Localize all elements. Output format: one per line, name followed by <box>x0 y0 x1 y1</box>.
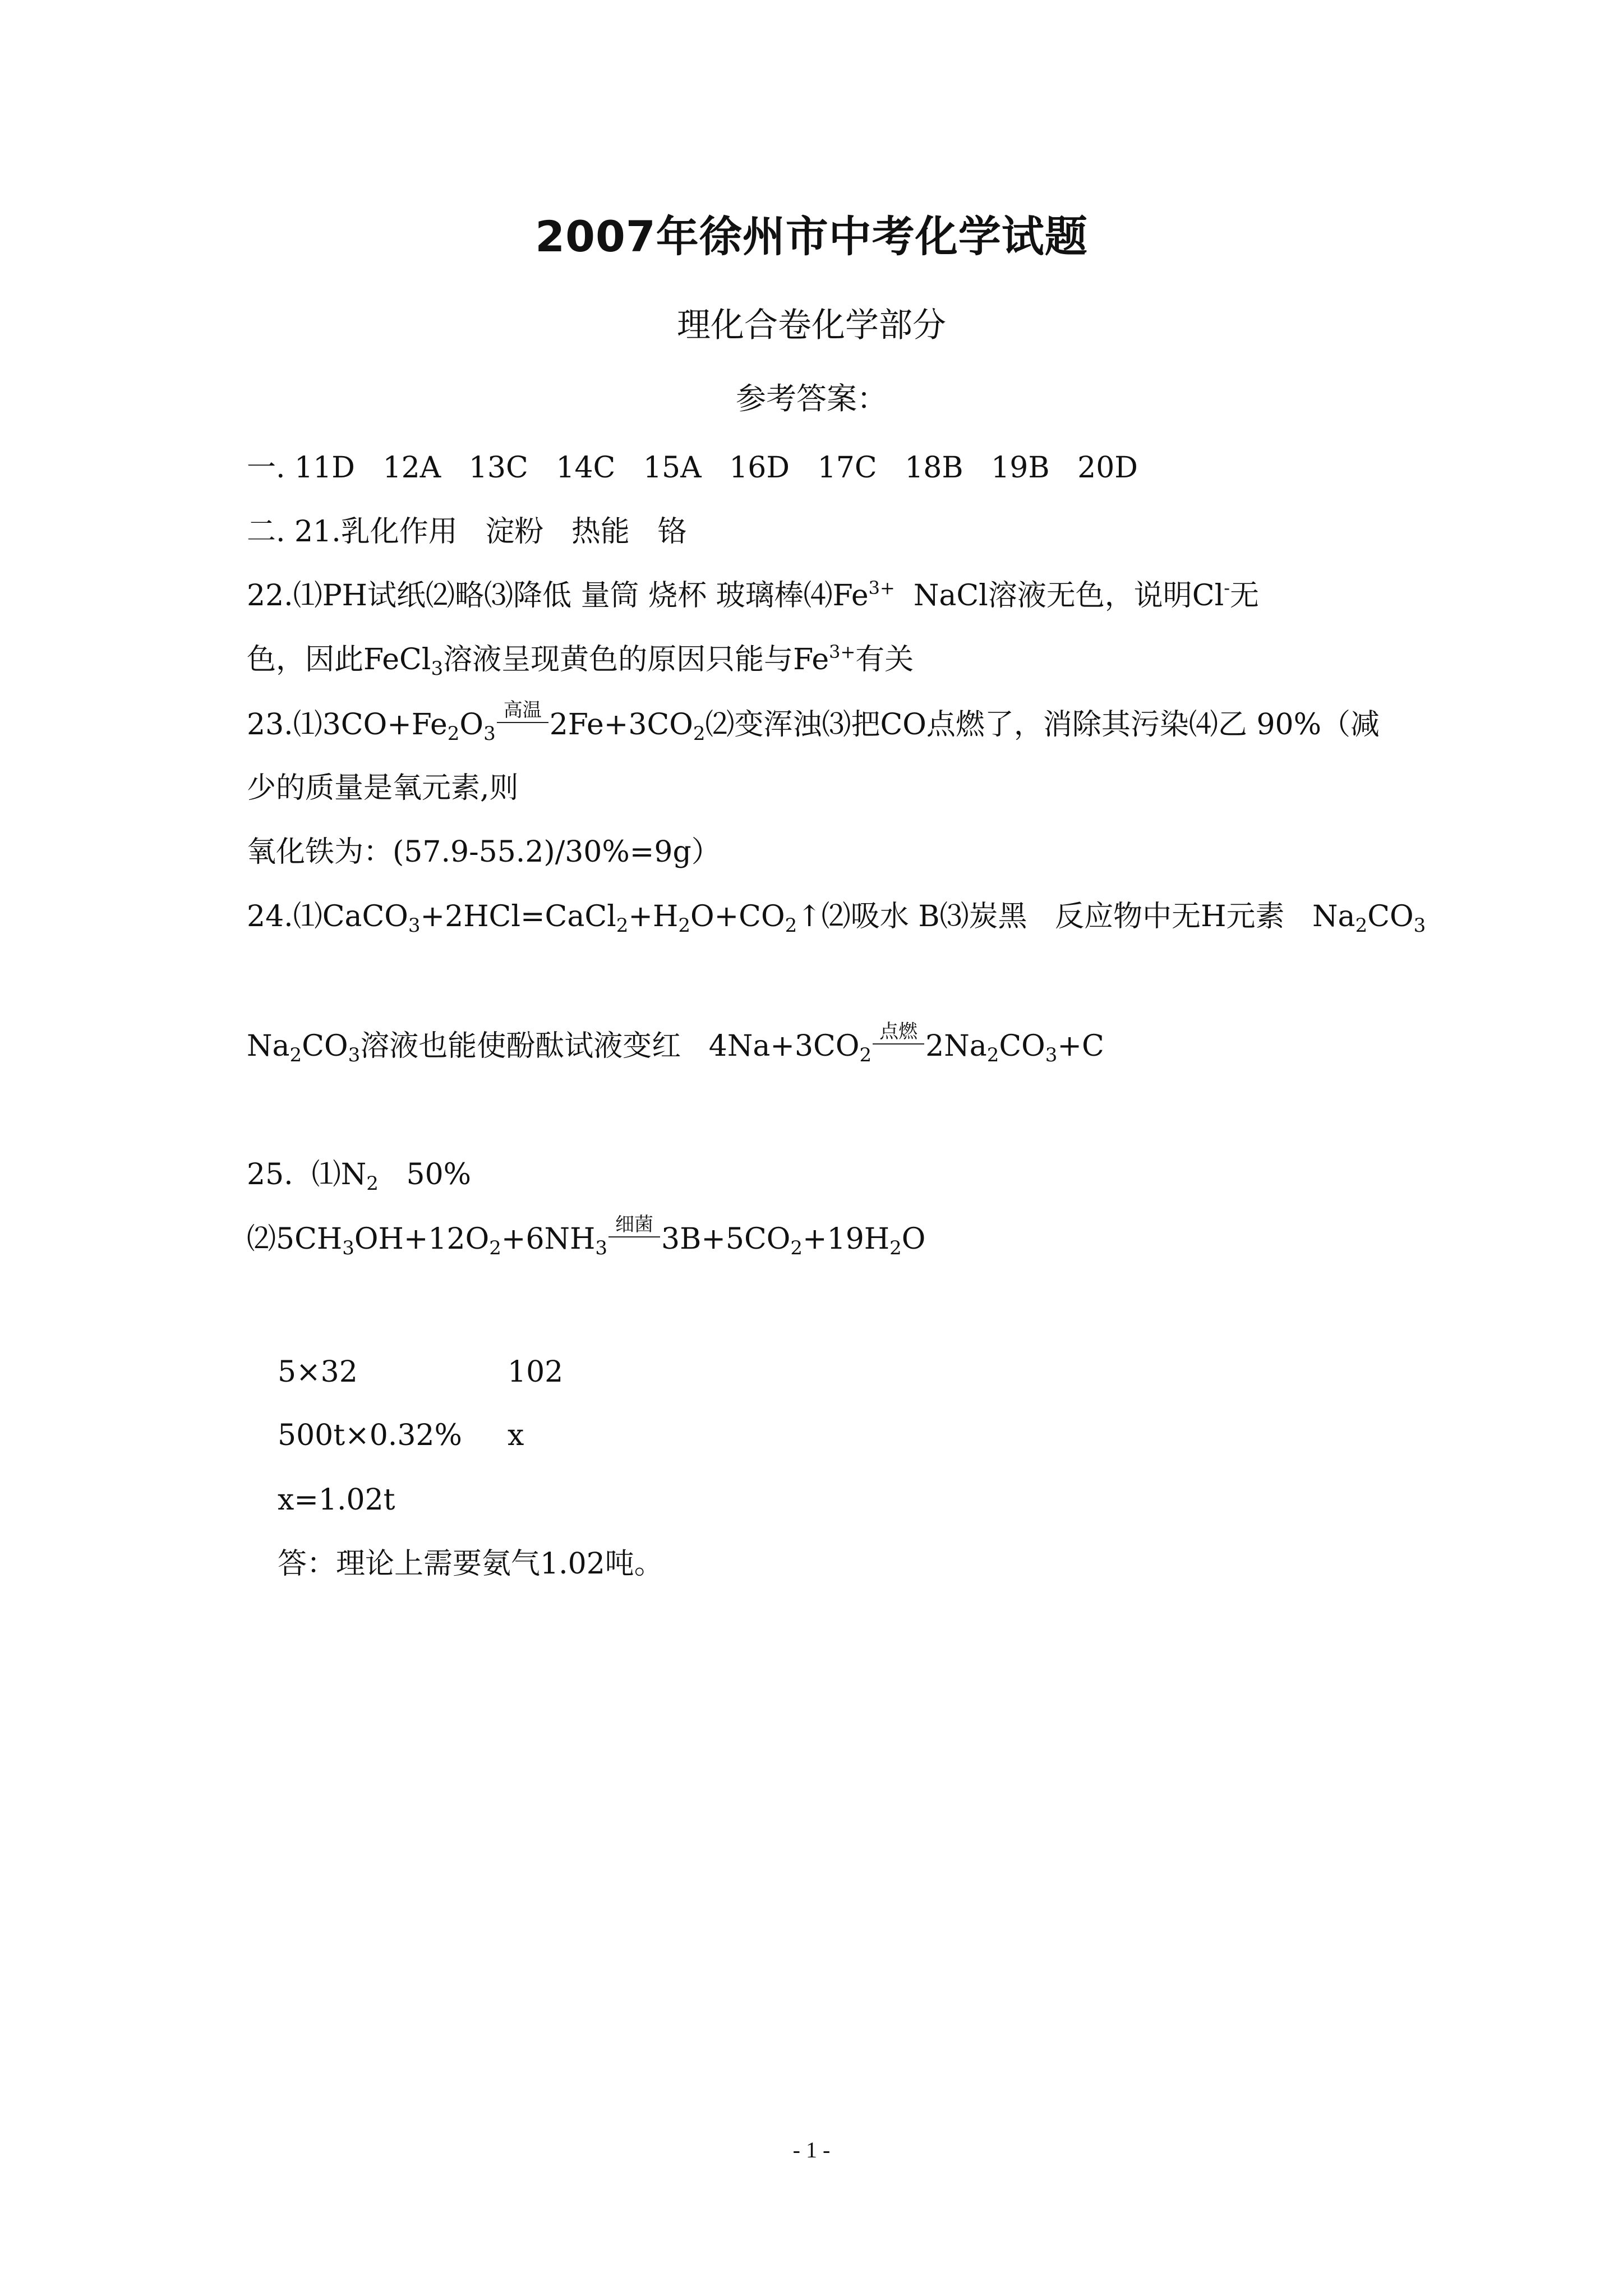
q24-text-a: 24.⑴CaCO <box>247 900 408 933</box>
q24-subscript-11: 3 <box>1045 1044 1058 1066</box>
page-title: 2007年徐州市中考化学试题 <box>535 211 1088 261</box>
calc-row2-left: 500t×0.32% <box>278 1419 462 1452</box>
q24-subscript-5: 2 <box>1355 914 1368 937</box>
q23-text-a: 23.⑴3CO+Fe <box>247 708 448 742</box>
q24-subscript-10: 2 <box>986 1044 999 1066</box>
q22-text-d: 色，因此FeCl <box>247 643 431 677</box>
q24-subscript-3: 2 <box>678 914 690 937</box>
q24-text-e: ↑⑵吸水 B⑶炭黑 反应物中无H元素 Na <box>797 900 1355 933</box>
q24-text-k: CO <box>999 1029 1045 1063</box>
q25-subscript-1: 2 <box>366 1172 379 1195</box>
q24-subscript-1: 3 <box>408 914 421 937</box>
q24-text-j: 2Na <box>925 1029 987 1063</box>
reaction-condition-label: 点燃 <box>879 1020 918 1043</box>
q23-subscript-2: 3 <box>483 723 496 745</box>
answer-line-23-part1 <box>247 699 1380 745</box>
q22-superscript-3: 3+ <box>829 641 856 662</box>
reaction-arrow-line <box>608 1236 660 1237</box>
answers-header: 参考答案： <box>736 381 887 416</box>
calc-row1-left: 5×32 <box>278 1355 358 1389</box>
answer-line-23-part3: 氧化铁为：(57.9-55.2)/30%=9g） <box>247 835 721 869</box>
q22-text-e: 溶液呈现黄色的原因只能与Fe <box>443 643 829 677</box>
reaction-condition-bacteria <box>608 1213 660 1241</box>
q24-subscript-4: 2 <box>785 914 797 937</box>
q24-subscript-2: 2 <box>616 914 629 937</box>
q22-superscript-2: - <box>1224 577 1230 599</box>
q25-subscript-4: 3 <box>595 1237 608 1259</box>
q25-text-c: ⑵5CH <box>247 1222 343 1256</box>
q25-subscript-2: 3 <box>342 1237 354 1259</box>
q25-subscript-6: 2 <box>889 1237 902 1259</box>
answer-line-25-part2 <box>247 1213 926 1259</box>
page-number: - 1 - <box>792 2137 831 2162</box>
q24-text-h: CO <box>302 1029 348 1063</box>
calc-row2-right: x <box>508 1419 524 1452</box>
q22-text-a: 22.⑴PH试纸⑵略⑶降低 量筒 烧杯 玻璃棒⑷Fe <box>247 579 869 613</box>
q25-text-e: +6NH <box>501 1222 596 1256</box>
calc-result: x=1.02t <box>278 1483 395 1517</box>
q25-text-h: O <box>901 1222 926 1256</box>
answer-line-23-part2: 少的质量是氧元素,则 <box>247 771 519 805</box>
answer-line-22-part1 <box>247 576 1259 616</box>
q24-text-f: CO <box>1367 900 1414 933</box>
q23-text-d: ⑵变浑浊⑶把CO点燃了，消除其污染⑷乙 90%（减 <box>705 708 1380 742</box>
answer-line-24-part2 <box>247 1020 1104 1066</box>
reaction-condition-high-temp <box>497 699 548 726</box>
q25-text-g: +19H <box>803 1222 890 1256</box>
reaction-arrow-line <box>873 1043 924 1045</box>
page-subtitle: 理化合卷化学部分 <box>677 306 946 345</box>
q25-text-a: 25. ⑴N <box>247 1158 367 1191</box>
reaction-condition-ignite <box>873 1020 924 1048</box>
q24-subscript-7: 2 <box>289 1044 302 1066</box>
q22-text-c: 无 <box>1230 579 1260 613</box>
q25-text-f: 3B+5CO <box>661 1222 791 1256</box>
q25-text-b: 50% <box>378 1158 472 1191</box>
q25-subscript-5: 2 <box>790 1237 803 1259</box>
answer-line-25-part1 <box>247 1154 471 1195</box>
answer-line-24-part1 <box>247 896 1426 937</box>
q24-text-g: Na <box>247 1029 290 1063</box>
calc-answer: 答：理论上需要氨气1.02吨。 <box>278 1547 663 1581</box>
q24-text-b: +2HCl=CaCl <box>420 900 616 933</box>
q23-text-b: O <box>459 708 484 742</box>
q24-subscript-6: 3 <box>1413 914 1426 937</box>
answer-line-22-part2 <box>247 639 914 680</box>
answer-line-multiple-choice: 一. 11D 12A 13C 14C 15A 16D 17C 18B 19B 20D <box>247 451 1138 485</box>
q23-text-c: 2Fe+3CO <box>549 708 693 742</box>
q22-text-b: NaCl溶液无色，说明Cl <box>895 579 1224 613</box>
reaction-condition-label: 细菌 <box>615 1213 654 1236</box>
q22-subscript-1: 3 <box>431 657 444 680</box>
q25-text-d: OH+12O <box>354 1222 490 1256</box>
q24-text-c: +H <box>628 900 679 933</box>
q24-subscript-9: 2 <box>859 1044 872 1066</box>
answer-line-21: 二. 21.乳化作用 淀粉 热能 铬 <box>247 515 687 549</box>
q23-subscript-1: 2 <box>447 723 460 745</box>
reaction-condition-label: 高温 <box>503 699 542 721</box>
q24-text-l: +C <box>1057 1029 1104 1063</box>
q22-text-f: 有关 <box>855 643 914 677</box>
q25-subscript-3: 2 <box>489 1237 501 1259</box>
reaction-arrow-line <box>497 722 548 723</box>
q24-subscript-8: 3 <box>348 1044 361 1066</box>
q23-subscript-3: 2 <box>693 723 706 745</box>
calc-row1-right: 102 <box>508 1355 564 1389</box>
q24-text-i: 溶液也能使酚酞试液变红 4Na+3CO <box>360 1029 860 1063</box>
q24-text-d: O+CO <box>690 900 785 933</box>
q22-superscript-1: 3+ <box>868 577 895 599</box>
